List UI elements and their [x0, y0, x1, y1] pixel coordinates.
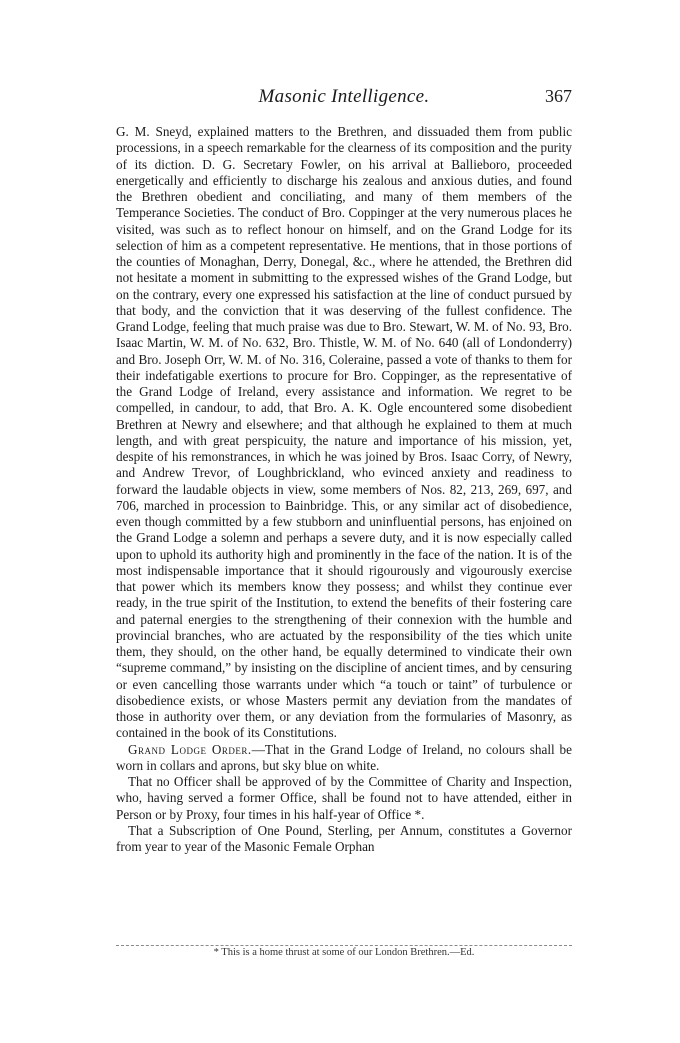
page-number: 367: [545, 86, 572, 106]
paragraph-subscription: That a Subscription of One Pound, Sterling, per Annum, constitutes a Governor from year to year of the Masonic Female Orphan: [116, 822, 572, 854]
running-title: Masonic Intelligence.: [258, 86, 430, 107]
paragraph-grand-lodge-order: [116, 742, 572, 775]
paragraph-proceedings: G. M. Sneyd, explained matters to the Brethren, and dissuaded them from public processions, in a speech remarkable for the clearness of its composition and the purity of its diction. D. G. Secretary Fowler, on his arrival at Ballieboro, proceeded energetically and efficiently to discharge his zealous and anxious duties, and found the Brethren obedient and conciliating, and many of them members of the Temperance Societies. The conduct of Bro. Coppinger at the very numerous places he visited, was such as to reflect honour on himself, and on the Grand Lodge for its selection of him as a competent representative. He mentions, that in those portions of the counties of Monaghan, Derry, Donegal, &c., where he attended, the Brethren did not hesitate a moment in submitting to the expressed wishes of the Grand Lodge, but on the contrary, every one expressed his satisfaction at the line of conduct pursued by that body, and the conviction that it was deserving of the fullest confidence. The Grand Lodge, feeling that much praise was due to Bro. Stewart, W. M. of No. 93, Bro. Isaac Martin, W. M. of No. 632, Bro. Thistle, W. M. of No. 640 (all of Londonderry) and Bro. Joseph Orr, W. M. of No. 316, Coleraine, passed a vote of thanks to them for their indefatigable exertions to procure for Bro. Coppinger, as the representative of the Grand Lodge of Ireland, every assistance and information. We regret to be compelled, in candour, to add, that Bro. A. K. Ogle encountered some disobedient Brethren at Newry and elsewhere; and that although he explained to them at much length, and with great perspicuity, the nature and importance of his mission, yet, despite of his remonstrances, in which he was joined by Bros. Isaac Corry, of Newry, and Andrew Trevor, of Loughbrickland, who evinced anxiety and readiness to forward the laudable objects in view, some members of Nos. 82, 213, 269, 697, and 706, marched in procession to Bainbridge. This, or any similar act of disobedience, even though committed by a few stubborn and uninfluential persons, has enjoined on the Grand Lodge a solemn and perhaps a severe duty, and it is now especially called upon to uphold its authority high and prominently in the face of the nation. It is of the most indispensable importance that it should rigourously and vigourously exercise that power which its members know they possess; and whilst they continue ever ready, in the true spirit of the Institution, to extend the benefits of their fostering care and paternal energies to the strengthening of their connexion with the humble and provincial branches, who are actuated by the responsibility of the ties which unite them, they should, on the other hand, be equally determined to vindicate their own “supreme command,” by insisting on the discipline of ancient times, and by censuring or even cancelling those warrants under which “a touch or taint” of turbulence or disobedience exists, or whose Masters permit any deviation from the mandates of those in authority over them, or any deviation from the formularies of Masonry, as contained in the book of its Constitutions.: [116, 124, 572, 741]
grand-lodge-order-heading: Grand Lodge Order.: [128, 741, 252, 757]
paragraph-officer-approval: That no Officer shall be approved of by the Committee of Charity and Inspection, who, having served a former Office, shall be found not to have attended, either in Person or by Proxy, four times in his half-year of Office *.: [116, 774, 572, 822]
grand-lodge-order-text: —That in the Grand Lodge of Ireland, no colours shall be worn in collars and aprons, but sky blue on white.: [116, 741, 573, 773]
running-head: [116, 86, 572, 114]
article-body: [116, 124, 572, 855]
footnote: * This is a home thrust at some of our London Brethren.—Ed.: [213, 947, 475, 958]
